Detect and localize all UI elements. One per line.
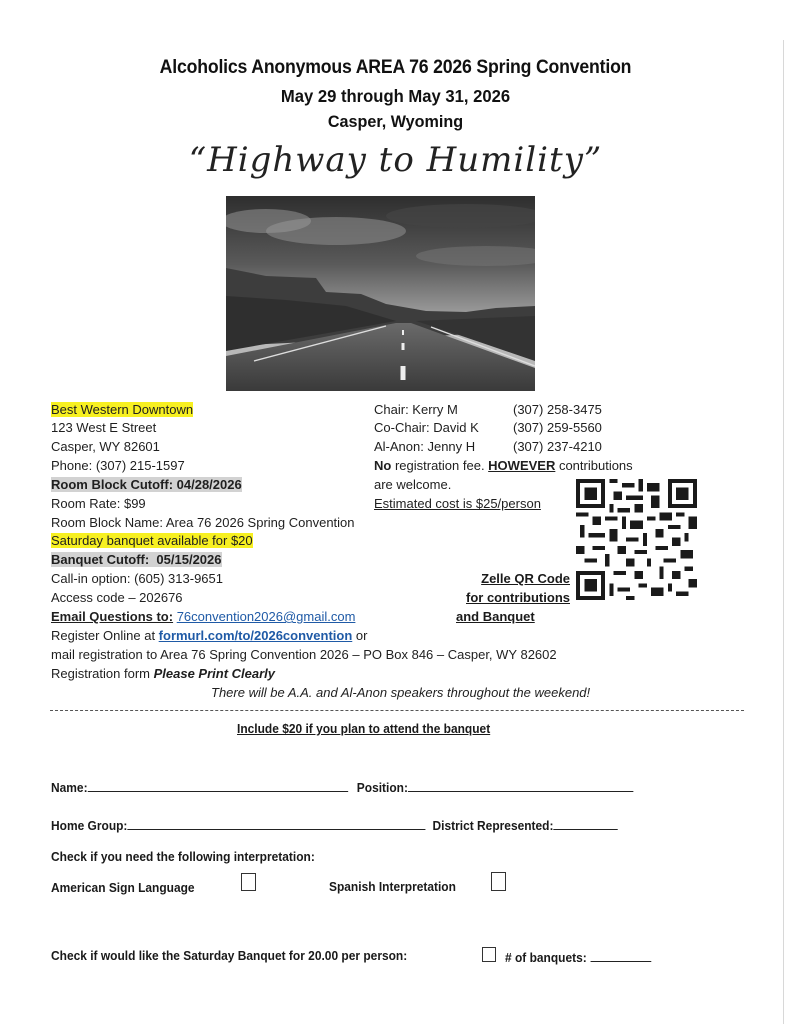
fee-no: No [374, 458, 392, 473]
banquet-available [51, 532, 253, 550]
email-link[interactable]: 76convention2026@gmail.com [176, 609, 356, 624]
page-edge-line [783, 40, 784, 1024]
banquet-checkbox[interactable] [482, 947, 496, 962]
contact-alanon: Al-Anon: Jenny H [374, 439, 476, 454]
zelle-caption [440, 569, 570, 626]
banquet-cutoff [51, 551, 222, 569]
home-group-row [51, 816, 618, 833]
banquet-note: Include $20 if you plan to attend the banquet [237, 721, 491, 736]
fee-welcome: are welcome. [374, 477, 452, 492]
fee-text2: contributions [555, 458, 633, 473]
registration-form-text: Registration form [51, 666, 154, 681]
spanish-label: Spanish Interpretation [329, 879, 456, 894]
contact-alanon-phone: (307) 237-4210 [513, 439, 602, 454]
banquet-row [51, 948, 407, 963]
spanish-checkbox[interactable] [491, 872, 506, 891]
estimated-cost: Estimated cost is $25/person [374, 496, 541, 511]
register-suffix: or [352, 628, 368, 643]
register-prefix: Register Online at [51, 628, 159, 643]
fee-however: HOWEVER [488, 458, 556, 473]
access-code: Access code – 202676 [51, 590, 183, 605]
contact-cochair: Co-Chair: David K [374, 420, 479, 435]
num-banquets-row [505, 948, 651, 965]
registration-form-label [51, 665, 275, 683]
district-label: District Represented: [432, 818, 554, 833]
banquet-cutoff-text: Banquet Cutoff: 05/15/2026 [51, 552, 222, 567]
contact-chair-phone: (307) 258-3475 [513, 402, 602, 417]
event-location: Casper, Wyoming [327, 112, 464, 131]
district-field[interactable] [553, 816, 617, 830]
road-photo [226, 196, 535, 391]
registration-fee-note [374, 457, 633, 475]
zelle-line1: Zelle QR Code [481, 571, 570, 586]
name-label: Name: [51, 780, 88, 795]
qr-code-icon [576, 479, 697, 600]
banquet-available-text: Saturday banquet available for $20 [51, 533, 253, 548]
print-clearly: Please Print Clearly [153, 666, 275, 681]
highway-image-icon [226, 196, 535, 391]
home-group-label: Home Group: [51, 818, 128, 833]
banquet-label: Check if would like the Saturday Banquet for 20.00 per person: [51, 948, 408, 963]
event-dates: May 29 through May 31, 2026 [280, 86, 511, 106]
interpretation-prompt: Check if you need the following interpretation: [51, 849, 315, 864]
fee-text1: registration fee. [391, 458, 489, 473]
contact-cochair-phone: (307) 259-5560 [513, 420, 602, 435]
asl-checkbox[interactable] [241, 873, 256, 891]
asl-label: American Sign Language [51, 880, 195, 895]
zelle-line3: and Banquet [456, 609, 535, 624]
room-block-cutoff-text: Room Block Cutoff: 04/28/2026 [51, 477, 242, 492]
event-theme: “Highway to Humility” [188, 140, 603, 180]
home-group-field[interactable] [127, 816, 425, 830]
room-block-name: Room Block Name: Area 76 2026 Spring Convention [51, 515, 355, 530]
contact-chair: Chair: Kerry M [374, 402, 458, 417]
hotel-name [51, 401, 193, 419]
call-in-option: Call-in option: (605) 313-9651 [51, 571, 223, 586]
position-field[interactable] [408, 778, 633, 792]
num-banquets-field[interactable] [590, 948, 651, 962]
num-banquets-label: # of banquets: [505, 950, 587, 965]
register-online [51, 627, 367, 645]
spanish-row [329, 879, 456, 894]
name-row [51, 778, 633, 795]
event-title: Alcoholics Anonymous AREA 76 2026 Spring Convention [159, 57, 632, 78]
hotel-street: 123 West E Street [51, 420, 157, 435]
room-rate: Room Rate: $99 [51, 496, 146, 511]
email-label: Email Questions to: [51, 609, 174, 624]
cut-line-divider [50, 710, 744, 711]
position-label: Position: [356, 780, 408, 795]
mail-registration: mail registration to Area 76 Spring Convention 2026 – PO Box 846 – Casper, WY 82602 [51, 647, 557, 662]
email-questions [51, 608, 355, 626]
room-block-cutoff [51, 476, 242, 494]
speakers-note: There will be A.A. and Al-Anon speakers throughout the weekend! [211, 685, 591, 700]
hotel-city: Casper, WY 82601 [51, 439, 160, 454]
zelle-line2: for contributions [466, 590, 570, 605]
hotel-name-text: Best Western Downtown [51, 402, 194, 417]
hotel-phone: Phone: (307) 215-1597 [51, 458, 185, 473]
zelle-qr-code [576, 479, 697, 600]
asl-row [51, 880, 195, 895]
registration-link[interactable]: formurl.com/to/2026convention [158, 628, 353, 643]
name-field[interactable] [88, 778, 348, 792]
